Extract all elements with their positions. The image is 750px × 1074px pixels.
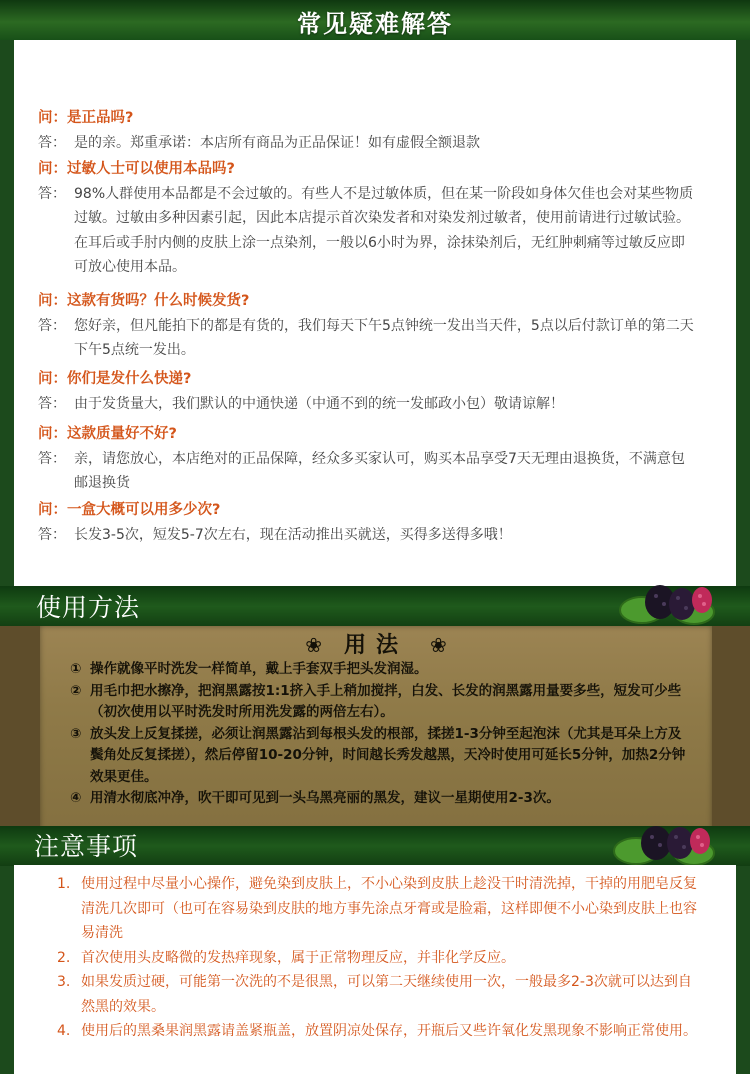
faq-answer (38, 182, 698, 280)
question-prefix: 问： (38, 293, 67, 309)
question-prefix: 问： (38, 371, 67, 387)
faq-item (38, 498, 698, 547)
faq-header (0, 0, 750, 40)
notes-panel (14, 865, 736, 1074)
answer-text: 由于发货量大，我们默认的中通快递（中通不到的统一发邮政小包）敬请谅解！ (74, 395, 564, 412)
answer-text: 亲，请您放心，本店绝对的正品保障，经众多买家认可，购买本品享受7天无理由退换货，不满意包邮退换货 (74, 450, 685, 491)
faq-answer (38, 392, 698, 417)
faq-answer (38, 523, 698, 548)
question-text: 这款质量好不好? (67, 426, 177, 442)
notes-list (57, 872, 697, 1044)
faq-question (38, 289, 698, 314)
usage-step (70, 788, 692, 810)
faq-item (38, 106, 698, 155)
note-item (57, 946, 697, 971)
answer-prefix: 答： (38, 134, 66, 151)
note-text: 首次使用头皮略微的发热痒现象，属于正常物理反应，并非化学反应。 (81, 949, 515, 966)
note-number: 1. (57, 876, 71, 892)
note-item (57, 970, 697, 1019)
note-item (57, 872, 697, 946)
faq-item (38, 422, 698, 496)
notes-title: 注意事项 (34, 832, 139, 861)
step-number: ③ (70, 725, 82, 742)
note-number: 4. (57, 1023, 71, 1039)
step-number: ② (70, 682, 82, 699)
answer-prefix: 答： (38, 395, 66, 412)
answer-prefix: 答： (38, 526, 66, 543)
usage-plaque (40, 626, 712, 831)
plaque-title: 用法 (343, 633, 408, 658)
question-text: 你们是发什么快递? (67, 371, 192, 387)
usage-step (70, 659, 692, 681)
usage-title: 使用方法 (36, 593, 141, 622)
answer-text: 您好亲，但凡能拍下的都是有货的，我们每天下午5点钟统一发出当天件，5点以后付款订单的第二天下午5点统一发出。 (74, 317, 694, 358)
faq-question (38, 367, 698, 392)
note-item (57, 1019, 697, 1044)
note-number: 2. (57, 949, 71, 966)
step-text: 用毛巾把水擦净，把润黑露按1:1挤入手上稍加搅拌，白发、长发的润黑露用量要多些，短发可少些（初次使用以平时洗发时所用洗发露的两倍左右）。 (90, 682, 682, 720)
usage-step (70, 724, 692, 789)
faq-question (38, 157, 698, 182)
question-prefix: 问： (38, 502, 67, 518)
question-text: 是正品吗? (67, 110, 134, 126)
mulberry-icon (616, 580, 720, 630)
note-text: 如果发质过硬，可能第一次洗的不是很黑，可以第二天继续使用一次，一般最多2-3次就可以达到自然黑的效果。 (81, 974, 692, 1015)
question-prefix: 问： (38, 110, 67, 126)
step-text: 操作就像平时洗发一样简单，戴上手套双手把头发润湿。 (90, 661, 428, 677)
step-number: ① (70, 661, 82, 677)
usage-list (70, 659, 692, 810)
answer-text: 98%人群使用本品都是不会过敏的。有些人不是过敏体质，但在某一阶段如身体欠佳也会对某些物质过敏。过敏由多种因素引起，因此本店提示首次染发者和对染发剂过敏者，使用前请进行过敏试验。在耳后或手肘内侧的皮肤上涂一点染剂，一般以6小时为界，涂抹染剂后，无红肿刺痛等过敏反应即可放心使用本品。 (74, 185, 694, 275)
faq-question (38, 106, 698, 131)
note-text: 使用后的黑桑果润黑露请盖紧瓶盖，放置阴凉处保存，开瓶后又些许氧化发黑现象不影响正常使用。 (81, 1023, 697, 1039)
faq-item (38, 289, 698, 363)
faq-item (38, 367, 698, 416)
step-number: ④ (70, 790, 82, 806)
plaque-title-row (40, 628, 712, 659)
usage-step (70, 681, 692, 724)
answer-text: 是的亲。郑重承诺：本店所有商品为正品保证！如有虚假全额退款 (74, 134, 480, 151)
question-prefix: 问： (38, 161, 67, 177)
question-text: 这款有货吗？什么时候发货? (67, 293, 250, 309)
note-number: 3. (57, 974, 71, 990)
answer-prefix: 答： (38, 185, 66, 202)
answer-prefix: 答： (38, 450, 66, 467)
mulberry-icon (612, 819, 718, 869)
faq-question (38, 422, 698, 447)
step-text: 放头发上反复揉搓，必须让润黑露沾到每根头发的根部，揉搓1-3分钟至起泡沫（尤其是耳朵上方及鬓角处反复揉搓），然后停留10-20分钟，时间越长秀发越黑，天冷时使用可延长5分钟，加热2分钟效果更佳。 (90, 725, 686, 785)
question-text: 过敏人士可以使用本品吗? (67, 161, 235, 177)
faq-answer (38, 447, 698, 496)
faq-title: 常见疑难解答 (297, 10, 453, 38)
note-text: 使用过程中尽量小心操作，避免染到皮肤上，不小心染到皮肤上趁没干时清洗掉，干掉的用肥皂反复清洗几次即可（也可在容易染到皮肤的地方事先涂点牙膏或是脸霜，这样即便不小心染到皮肤上也容易清洗 (81, 876, 697, 941)
answer-text: 长发3-5次，短发5-7次左右，现在活动推出买就送，买得多送得多哦！ (74, 526, 512, 543)
question-prefix: 问： (38, 426, 67, 442)
faq-answer (38, 314, 698, 363)
flower-icon: ❀ (305, 633, 322, 657)
step-text: 用清水彻底冲净，吹干即可见到一头乌黑亮丽的黑发，建议一星期使用2-3次。 (90, 790, 560, 806)
question-text: 一盒大概可以用多少次? (67, 502, 221, 518)
flower-icon: ❀ (430, 633, 447, 657)
answer-prefix: 答： (38, 317, 66, 334)
faq-question (38, 498, 698, 523)
faq-answer (38, 131, 698, 156)
faq-item (38, 157, 698, 280)
